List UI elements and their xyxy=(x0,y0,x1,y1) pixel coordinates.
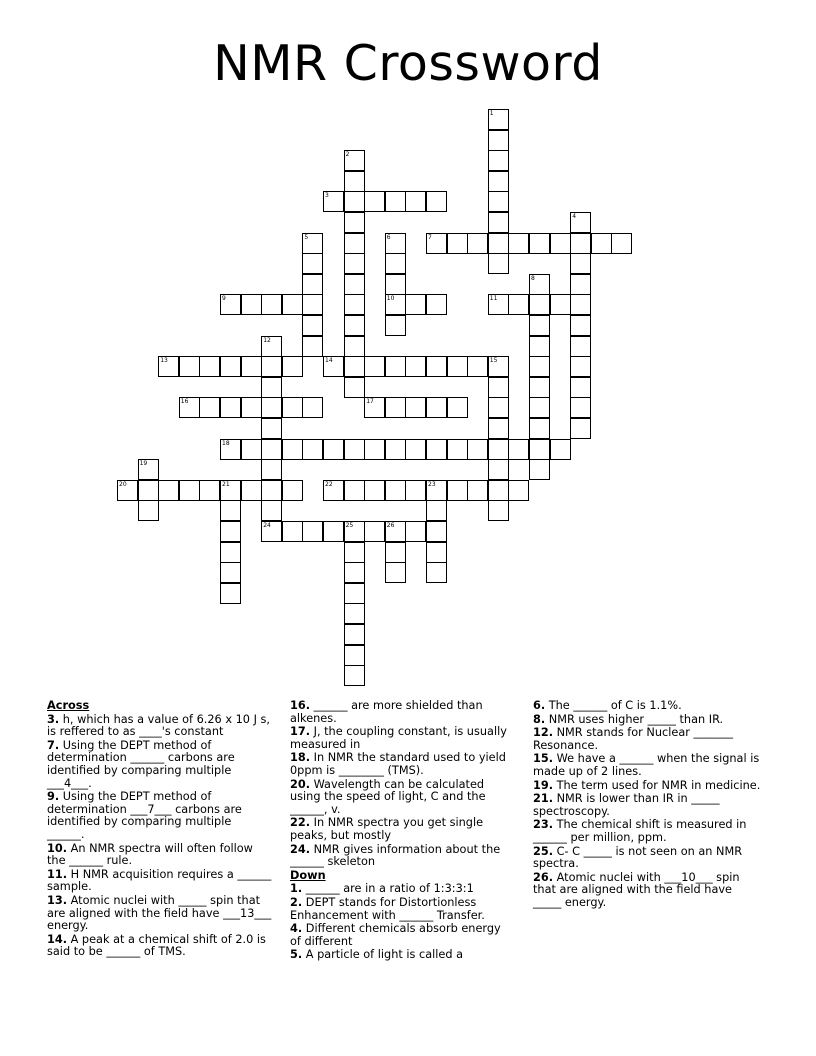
crossword-cell[interactable] xyxy=(344,377,365,398)
crossword-cell[interactable] xyxy=(611,233,632,254)
crossword-cell[interactable] xyxy=(426,191,447,212)
crossword-cell[interactable] xyxy=(138,459,159,480)
crossword-cell[interactable] xyxy=(344,439,365,460)
clue-number: 16 xyxy=(180,398,189,406)
clue-number: 26 xyxy=(386,522,395,529)
crossword-cell[interactable] xyxy=(261,439,282,460)
crossword-cell[interactable] xyxy=(508,480,529,501)
clue-item-number: 20. xyxy=(290,777,311,791)
crossword-cell[interactable] xyxy=(508,294,529,315)
crossword-cell[interactable] xyxy=(302,439,323,460)
clue-item-number: 22. xyxy=(290,816,311,830)
clue-item-text: We have a ______ when the signal is made up of 2 lines. xyxy=(533,752,760,778)
clue-item-number: 26. xyxy=(533,870,554,884)
crossword-cell[interactable] xyxy=(488,418,509,439)
crossword-cell[interactable] xyxy=(385,233,406,254)
crossword-cell[interactable] xyxy=(344,645,365,666)
crossword-cell[interactable] xyxy=(302,274,323,295)
crossword-cell[interactable] xyxy=(529,439,550,460)
clue-item xyxy=(290,779,515,817)
crossword-cell[interactable] xyxy=(488,377,509,398)
clue-item-number: 17. xyxy=(290,725,311,739)
crossword-cell[interactable] xyxy=(550,294,571,315)
clue-item-text: Different chemicals absorb energy of different xyxy=(290,922,501,948)
crossword-cell[interactable] xyxy=(426,294,447,315)
clue-item xyxy=(533,727,763,752)
crossword-cell[interactable] xyxy=(344,150,365,171)
crossword-cell[interactable] xyxy=(447,397,468,418)
crossword-cell[interactable] xyxy=(405,397,426,418)
crossword-cell[interactable] xyxy=(344,603,365,624)
crossword-cell[interactable] xyxy=(344,480,365,501)
crossword-cell[interactable] xyxy=(508,439,529,460)
clue-number: 22 xyxy=(325,480,333,488)
clue-item-number: 25. xyxy=(533,844,554,858)
crossword-cell[interactable] xyxy=(385,253,406,274)
crossword-cell[interactable] xyxy=(550,439,571,460)
clue-item-text: NMR uses higher _____ than IR. xyxy=(545,712,724,726)
crossword-cell[interactable] xyxy=(282,397,303,418)
crossword-cell[interactable] xyxy=(282,521,303,542)
crossword-cell[interactable] xyxy=(344,191,365,212)
clue-item xyxy=(47,869,272,894)
crossword-cell[interactable] xyxy=(385,562,406,583)
crossword-cell[interactable] xyxy=(344,356,365,377)
clue-number: 13 xyxy=(160,357,168,365)
crossword-cell[interactable] xyxy=(302,521,323,542)
crossword-cell[interactable] xyxy=(385,294,406,315)
crossword-cell[interactable] xyxy=(344,521,365,542)
clue-item-number: 10. xyxy=(47,841,68,855)
crossword-cell[interactable] xyxy=(405,356,426,377)
crossword-cell[interactable] xyxy=(570,418,591,439)
clue-number: 21 xyxy=(222,480,230,488)
crossword-cell[interactable] xyxy=(282,294,303,315)
crossword-cell[interactable] xyxy=(220,500,241,521)
crossword-cell[interactable] xyxy=(241,480,262,501)
clue-item xyxy=(290,949,515,962)
crossword-cell[interactable] xyxy=(529,274,550,295)
crossword-cell[interactable] xyxy=(344,624,365,645)
crossword-cell[interactable] xyxy=(220,562,241,583)
clue-item xyxy=(533,846,763,871)
crossword-cell[interactable] xyxy=(220,542,241,563)
crossword-cell[interactable] xyxy=(488,171,509,192)
crossword-cell[interactable] xyxy=(364,439,385,460)
clue-item-number: 14. xyxy=(47,932,68,946)
crossword-cell[interactable] xyxy=(199,480,220,501)
crossword-cell[interactable] xyxy=(385,521,406,542)
crossword-cell[interactable] xyxy=(282,356,303,377)
crossword-cell[interactable] xyxy=(488,191,509,212)
clue-number: 12 xyxy=(263,336,271,344)
crossword-cell[interactable] xyxy=(344,665,365,686)
crossword-cell[interactable] xyxy=(261,500,282,521)
clue-item xyxy=(533,753,763,778)
clue-number: 6 xyxy=(386,233,391,241)
crossword-cell[interactable] xyxy=(261,521,282,542)
crossword-cell[interactable] xyxy=(426,480,447,501)
crossword-cell[interactable] xyxy=(488,397,509,418)
clue-item-number: 19. xyxy=(533,778,554,792)
crossword-cell[interactable] xyxy=(467,356,488,377)
crossword-cell[interactable] xyxy=(158,356,179,377)
crossword-cell[interactable] xyxy=(364,397,385,418)
crossword-cell[interactable] xyxy=(302,233,323,254)
crossword-cell[interactable] xyxy=(405,294,426,315)
crossword-cell[interactable] xyxy=(570,233,591,254)
clue-number: 23 xyxy=(428,480,436,488)
crossword-cell[interactable] xyxy=(529,356,550,377)
clue-number: 10 xyxy=(386,295,395,303)
crossword-cell[interactable] xyxy=(344,274,365,295)
crossword-cell[interactable] xyxy=(261,480,282,501)
clue-heading: Down xyxy=(290,868,326,882)
crossword-cell[interactable] xyxy=(405,439,426,460)
crossword-cell[interactable] xyxy=(529,336,550,357)
crossword-cell[interactable] xyxy=(426,397,447,418)
crossword-cell[interactable] xyxy=(220,480,241,501)
clue-item-text: The chemical shift is measured in ______ per million, ppm. xyxy=(533,818,747,844)
crossword-cell[interactable] xyxy=(241,397,262,418)
crossword-cell[interactable] xyxy=(488,253,509,274)
crossword-cell[interactable] xyxy=(199,397,220,418)
crossword-cell[interactable] xyxy=(467,233,488,254)
clue-item xyxy=(47,740,272,790)
clue-item xyxy=(290,897,515,922)
crossword-cell[interactable] xyxy=(199,356,220,377)
crossword-cell[interactable] xyxy=(364,356,385,377)
clue-number: 19 xyxy=(139,460,148,468)
crossword-cell[interactable] xyxy=(529,397,550,418)
clue-item-text: Atomic nuclei with _____ spin that are aligned with the field have ___13___ energy. xyxy=(47,893,272,933)
crossword-cell[interactable] xyxy=(261,397,282,418)
clue-item-text: A peak at a chemical shift of 2.0 is said to be ______ of TMS. xyxy=(47,932,266,959)
crossword-cell[interactable] xyxy=(323,191,344,212)
crossword-cell[interactable] xyxy=(220,356,241,377)
crossword-cell[interactable] xyxy=(508,233,529,254)
crossword-cell[interactable] xyxy=(488,459,509,480)
clue-column-1 xyxy=(47,700,272,960)
crossword-cell[interactable] xyxy=(385,397,406,418)
crossword-cell[interactable] xyxy=(282,480,303,501)
clue-item-number: 7. xyxy=(47,738,60,752)
clue-item xyxy=(47,934,272,959)
crossword-cell[interactable] xyxy=(138,500,159,521)
crossword-cell[interactable] xyxy=(488,212,509,233)
crossword-cell[interactable] xyxy=(550,233,571,254)
clue-item-text: An NMR spectra will often follow the ______ rule. xyxy=(47,841,253,868)
clue-column-3 xyxy=(533,700,763,911)
clue-item-number: 15. xyxy=(533,752,554,766)
clue-item xyxy=(290,700,515,725)
crossword-cell[interactable] xyxy=(405,521,426,542)
crossword-cell[interactable] xyxy=(344,171,365,192)
crossword-cell[interactable] xyxy=(529,377,550,398)
crossword-cell[interactable] xyxy=(405,480,426,501)
clue-item xyxy=(290,923,515,948)
crossword-cell[interactable] xyxy=(344,315,365,336)
crossword-cell[interactable] xyxy=(570,397,591,418)
crossword-cell[interactable] xyxy=(426,562,447,583)
crossword-cell[interactable] xyxy=(488,130,509,151)
clue-item xyxy=(533,819,763,844)
crossword-cell[interactable] xyxy=(220,583,241,604)
clue-item-number: 3. xyxy=(47,712,60,726)
crossword-cell[interactable] xyxy=(426,439,447,460)
clue-number: 1 xyxy=(489,110,494,117)
clue-item-number: 6. xyxy=(533,699,546,712)
crossword-cell[interactable] xyxy=(529,315,550,336)
crossword-cell[interactable] xyxy=(426,356,447,377)
crossword-cell[interactable] xyxy=(179,397,200,418)
clue-item-text: In NMR spectra you get single peaks, but mostly xyxy=(290,816,484,842)
crossword-cell[interactable] xyxy=(488,294,509,315)
crossword-cell[interactable] xyxy=(488,500,509,521)
crossword-cell[interactable] xyxy=(158,480,179,501)
clue-item-text: Atomic nuclei with ___10___ spin that are aligned with the field have _____ energy. xyxy=(533,870,740,909)
crossword-cell[interactable] xyxy=(570,253,591,274)
clue-item-number: 11. xyxy=(47,867,68,881)
crossword-cell[interactable] xyxy=(323,521,344,542)
crossword-cell[interactable] xyxy=(591,233,612,254)
clue-item xyxy=(290,883,515,896)
clue-number: 8 xyxy=(531,274,535,282)
crossword-cell[interactable] xyxy=(447,480,468,501)
clue-number: 15 xyxy=(489,357,498,365)
clue-item xyxy=(533,714,763,727)
clue-number: 11 xyxy=(489,295,498,303)
clue-number: 5 xyxy=(304,233,309,241)
crossword-cell[interactable] xyxy=(261,336,282,357)
crossword-cell[interactable] xyxy=(302,294,323,315)
clue-number: 25 xyxy=(345,522,354,529)
clue-item-text: Using the DEPT method of determination ______ carbons are identified by comparing multiple ___4___. xyxy=(47,738,235,790)
clue-item-number: 4. xyxy=(290,922,303,936)
clue-item-text: C- C _____ is not seen on an NMR spectra. xyxy=(533,844,743,871)
crossword-cell[interactable] xyxy=(302,397,323,418)
clue-item-text: ______ are more shielded than alkenes. xyxy=(290,699,483,725)
clue-item xyxy=(290,726,515,751)
crossword-cell[interactable] xyxy=(364,521,385,542)
clue-number: 24 xyxy=(263,522,271,529)
clue-number: 20 xyxy=(119,480,127,488)
clue-number: 17 xyxy=(366,398,374,406)
crossword-cell[interactable] xyxy=(488,480,509,501)
crossword-cell[interactable] xyxy=(302,336,323,357)
crossword-cell[interactable] xyxy=(570,315,591,336)
clue-item-text: In NMR the standard used to yield 0ppm is ________ (TMS). xyxy=(290,751,506,777)
crossword-cell[interactable] xyxy=(488,109,509,130)
crossword-cell[interactable] xyxy=(117,480,138,501)
crossword-cell[interactable] xyxy=(364,480,385,501)
clue-item xyxy=(533,780,763,793)
crossword-cell[interactable] xyxy=(447,233,468,254)
crossword-cell[interactable] xyxy=(261,294,282,315)
crossword-cell[interactable] xyxy=(261,377,282,398)
page-title: NMR Crossword xyxy=(213,35,603,92)
crossword-cell[interactable] xyxy=(385,542,406,563)
crossword-cell[interactable] xyxy=(570,336,591,357)
clue-column-2 xyxy=(290,700,515,963)
clue-item-text: DEPT stands for Distortionless Enhancement with ______ Transfer. xyxy=(290,895,485,922)
crossword-cell[interactable] xyxy=(570,294,591,315)
crossword-cell[interactable] xyxy=(344,233,365,254)
crossword-cell[interactable] xyxy=(426,521,447,542)
crossword-cell[interactable] xyxy=(447,356,468,377)
crossword-cell[interactable] xyxy=(179,480,200,501)
crossword-cell[interactable] xyxy=(488,439,509,460)
clue-item xyxy=(47,791,272,841)
crossword-cell[interactable] xyxy=(570,274,591,295)
clue-item-number: 23. xyxy=(533,818,554,832)
clue-item xyxy=(533,872,763,910)
clue-item-text: NMR stands for Nuclear _______ Resonance. xyxy=(533,726,734,752)
crossword-cell[interactable] xyxy=(261,418,282,439)
clue-item xyxy=(533,700,763,713)
crossword-cell[interactable] xyxy=(426,500,447,521)
crossword-cell[interactable] xyxy=(323,439,344,460)
crossword-cell[interactable] xyxy=(529,233,550,254)
clue-item-number: 16. xyxy=(290,699,311,712)
clue-item xyxy=(290,844,515,869)
crossword-cell[interactable] xyxy=(220,397,241,418)
crossword-cell[interactable] xyxy=(529,418,550,439)
clue-item xyxy=(290,817,515,842)
clue-item xyxy=(47,714,272,739)
clue-item xyxy=(290,752,515,777)
crossword-cell[interactable] xyxy=(241,356,262,377)
crossword-cell[interactable] xyxy=(364,191,385,212)
crossword-cell[interactable] xyxy=(570,212,591,233)
clue-item-number: 12. xyxy=(533,726,554,740)
crossword-cell[interactable] xyxy=(488,356,509,377)
crossword-cell[interactable] xyxy=(344,253,365,274)
crossword-cell[interactable] xyxy=(302,253,323,274)
crossword-cell[interactable] xyxy=(220,439,241,460)
crossword-cell[interactable] xyxy=(426,542,447,563)
clue-item-number: 2. xyxy=(290,895,303,909)
crossword-cell[interactable] xyxy=(426,233,447,254)
clue-item-text: h, which has a value of 6.26 x 10 J s, is reffered to as ____'s constant xyxy=(47,712,270,739)
crossword-cell[interactable] xyxy=(467,480,488,501)
crossword-cell[interactable] xyxy=(261,356,282,377)
crossword-cell[interactable] xyxy=(385,480,406,501)
clue-item-text: A particle of light is called a xyxy=(302,948,464,962)
crossword-cell[interactable] xyxy=(344,542,365,563)
clue-item-text: J, the coupling constant, is usually measured in xyxy=(290,725,507,751)
crossword-cell[interactable] xyxy=(447,439,468,460)
clue-heading: Across xyxy=(47,699,90,712)
crossword-cell[interactable] xyxy=(385,274,406,295)
crossword-cell[interactable] xyxy=(241,294,262,315)
crossword-cell[interactable] xyxy=(323,480,344,501)
clue-item-text: The ______ of C is 1.1%. xyxy=(545,699,682,712)
clue-item-text: NMR is lower than IR in _____ spectroscopy. xyxy=(533,792,720,818)
clue-item-number: 1. xyxy=(290,882,303,896)
clue-item-text: NMR gives information about the ______ skeleton xyxy=(290,842,501,869)
clue-number: 4 xyxy=(572,213,577,220)
crossword-cell[interactable] xyxy=(179,356,200,377)
crossword-cell[interactable] xyxy=(488,150,509,171)
crossword-cell[interactable] xyxy=(241,439,262,460)
clue-item-number: 9. xyxy=(47,790,60,804)
clue-item xyxy=(533,793,763,818)
crossword-cell[interactable] xyxy=(570,356,591,377)
clue-item-text: ______ are in a ratio of 1:3:3:1 xyxy=(302,882,474,896)
crossword-cell[interactable] xyxy=(261,459,282,480)
crossword-cell[interactable] xyxy=(220,294,241,315)
crossword-cell[interactable] xyxy=(344,212,365,233)
crossword-cell[interactable] xyxy=(302,315,323,336)
clue-item-number: 5. xyxy=(290,948,303,962)
clue-number: 9 xyxy=(222,295,226,303)
clue-item-text: H NMR acquisition requires a ______ sample. xyxy=(47,867,272,894)
crossword-cell[interactable] xyxy=(529,294,550,315)
crossword-cell[interactable] xyxy=(385,439,406,460)
clue-item-text: Wavelength can be calculated using the speed of light, C and the ______, v. xyxy=(290,777,486,816)
crossword-cell[interactable] xyxy=(385,315,406,336)
crossword-cell[interactable] xyxy=(344,336,365,357)
clue-item-number: 8. xyxy=(533,712,546,726)
clue-item xyxy=(47,843,272,868)
crossword-cell[interactable] xyxy=(344,562,365,583)
crossword-cell[interactable] xyxy=(570,377,591,398)
clue-item-text: Using the DEPT method of determination ___7___ carbons are identified by comparing multiple ______. xyxy=(47,790,242,841)
crossword-cell[interactable] xyxy=(323,356,344,377)
clue-item-number: 24. xyxy=(290,842,311,856)
crossword-cell[interactable] xyxy=(282,439,303,460)
clue-number: 18 xyxy=(222,439,230,447)
clue-number: 7 xyxy=(428,233,432,241)
crossword-cell[interactable] xyxy=(344,294,365,315)
clue-item-number: 18. xyxy=(290,751,311,765)
crossword-cell[interactable] xyxy=(385,191,406,212)
crossword-cell[interactable] xyxy=(344,583,365,604)
crossword-cell[interactable] xyxy=(138,480,159,501)
crossword-cell[interactable] xyxy=(385,356,406,377)
clue-number: 2 xyxy=(345,151,350,159)
crossword-cell[interactable] xyxy=(529,459,550,480)
crossword-cell[interactable] xyxy=(220,521,241,542)
clue-number: 14 xyxy=(325,357,333,365)
clue-item xyxy=(47,895,272,933)
clue-number: 3 xyxy=(325,192,329,200)
crossword-cell[interactable] xyxy=(467,439,488,460)
crossword-cell[interactable] xyxy=(405,191,426,212)
clue-item-number: 13. xyxy=(47,893,68,907)
clue-item-number: 21. xyxy=(533,792,554,806)
clue-item-text: The term used for NMR in medicine. xyxy=(553,778,761,792)
crossword-cell[interactable] xyxy=(488,233,509,254)
